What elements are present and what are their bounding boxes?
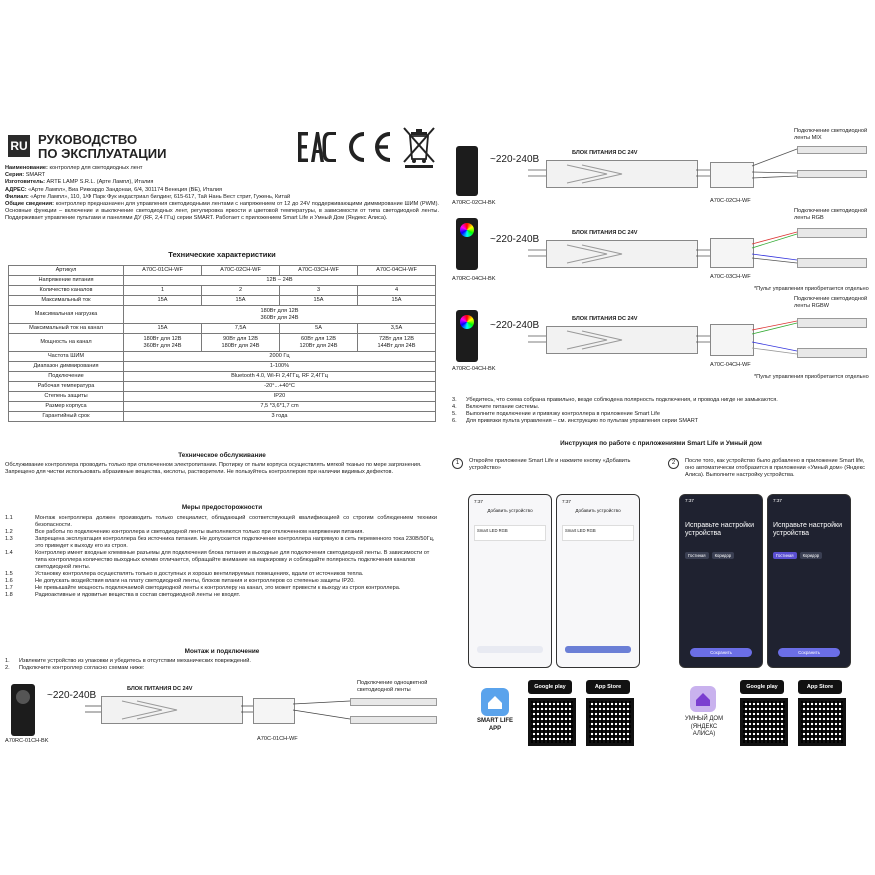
app-step-1 (452, 458, 652, 472)
voltage-label: ~220-240В (490, 234, 540, 245)
yandex-label: УМНЫЙ ДОМ (ЯНДЕКС АЛИСА) (684, 716, 724, 737)
chip: Гостиная (685, 552, 709, 559)
qr-code-app-store-icon[interactable] (798, 698, 846, 746)
spec-col-2: A70C-02CH-WF (202, 266, 280, 276)
service-heading: Техническое обслуживание (178, 452, 266, 459)
phone-screenshot-settings-1 (679, 494, 763, 668)
phone-title: Добавить устройство (487, 508, 533, 514)
footnote: *Пульт управления приобретается отдельно (754, 374, 869, 380)
list-item: 1.6 Не допускать воздействия влаги на плату светодиодной ленты, блоков питания и контроллеров со степенью защиты IP20. (5, 578, 355, 584)
voltage-label: ~220-240В (47, 690, 97, 701)
step-text: Откройте приложение Smart Life и нажмите кнопку «Добавить устройство» (469, 458, 631, 472)
list-item: 1.7 Не превышайте мощность подключаемой светодиодной ленты к контроллеру на канал, это может привести к выходу из строя контроллера. (5, 585, 401, 591)
info-manufacturer: Изготовитель: ARTE LAMP S.R.L. (Арте Лампл), Италия (5, 179, 154, 186)
info-branch: Филиал: «Арте Лампл», 110, 1/Ф Парк Фук индастриал билдинг, 615-617, Тай Нань Вест стрит, Гужень, Китай (5, 193, 291, 200)
phone-title: Исправьте настройки устройства (773, 522, 843, 537)
spec-col-3: A70C-03CH-WF (280, 266, 358, 276)
spec-table (8, 265, 436, 422)
list-item: 2. Подключите контроллер согласно схемам ниже: (5, 665, 145, 671)
list-item: 1.8 Радиоактивные и ядовитые вещества в состав светодиодной ленты не входят. (5, 592, 241, 598)
eac-mark-icon (298, 130, 336, 169)
room-chips (768, 538, 850, 559)
mount-list (5, 658, 437, 672)
spec-row-label: Гарантийный срок (9, 412, 124, 422)
wiring-lines (5, 680, 435, 750)
spec-cell: 90Вт для 12В 180Вт для 24В (202, 334, 280, 352)
info-address: АДРЕС: «Арте Лампл», Виа Риккардо Зандонаи, 6/4, 301174 Венеция (ВЕ), Италия (5, 186, 223, 193)
product-info (5, 165, 439, 223)
app-step-2 (668, 458, 870, 480)
phone-time: 7:37 (474, 499, 483, 504)
phone-screenshot-settings-2 (767, 494, 851, 668)
mount-heading: Монтаж и подключение (184, 648, 260, 655)
wiring-diagram-4ch (452, 296, 872, 386)
list-item: 1.3 Запрещена эксплуатация контроллера без источника питания. Не допускается подключение контроллера напрямую в сеть переменного тока 230В/50Гц, это приведет к выходу его из строя. (5, 536, 435, 549)
spec-cell: 12В – 24В (124, 276, 436, 286)
spec-cell: 15A (280, 296, 358, 306)
remote-model: A70RC-04CH-BK (452, 276, 496, 282)
spec-row-label: Максимальный ток (9, 296, 124, 306)
list-item: 1.1 Монтаж контроллера должен производить только специалист, обладающий соответствующей квалификацией со строгим соблюдением техники безопасности. (5, 515, 437, 528)
spec-cell: 180Вт для 12В 360Вт для 24В (124, 306, 436, 324)
list-item: 1.5 Установку контроллера осуществлять только в доступных и хорошо вентилируемых помещениях, вдали от источников тепла. (5, 571, 364, 577)
spec-cell: 3,5A (358, 324, 436, 334)
spec-cell: 15A (358, 296, 436, 306)
qr-code-google-play-icon[interactable] (528, 698, 576, 746)
footnote: *Пульт управления приобретается отдельно (754, 286, 869, 292)
safety-list (5, 515, 437, 599)
list-item: 6. Для привязки пульта управления – см. инструкцию по пультам управления серии SMART (452, 418, 699, 424)
phone-screenshot-add-device-2 (556, 494, 640, 668)
spec-cell: Bluetooth 4.0, Wi-Fi 2,4ГГц, RF 2,4ГГц (124, 372, 436, 382)
qr-code-google-play-icon[interactable] (740, 698, 788, 746)
document-title (38, 133, 166, 161)
ce-mark-icon (342, 130, 394, 169)
save-button: Сохранить (778, 648, 840, 657)
yandex-home-logo-icon (690, 686, 716, 712)
spec-row-label: Степень защиты (9, 392, 124, 402)
spec-cell: 3 (280, 286, 358, 296)
spec-cell: 1-100% (124, 362, 436, 372)
spec-cell: 4 (358, 286, 436, 296)
spec-row-label: Рабочая температура (9, 382, 124, 392)
save-button: Сохранить (690, 648, 752, 657)
safety-heading: Меры предосторожности (181, 504, 263, 511)
spec-row-label: Подключение (9, 372, 124, 382)
controller-model: A70C-04CH-WF (710, 362, 751, 368)
info-name: Наименование: контроллер для светодиодных лент (5, 165, 143, 171)
spec-row-label: Максимальный ток на канал (9, 324, 124, 334)
phone-time: 7:37 (773, 498, 782, 503)
app-store-badge[interactable]: App Store (586, 680, 630, 694)
spec-cell: 5A (280, 324, 358, 334)
strip-note: Подключение светодиодной ленты MIX (794, 128, 868, 142)
strip-note: Подключение светодиодной ленты RGB (794, 208, 868, 222)
service-text: Обслуживание контроллера проводить только при отключенном электропитании. Протирку от пыли корпуса осуществлять мягкой тканью по мере загрязнения. Запрещено для чистки использовать абразивные вещества, кислоты, растворители. Не пользуйтесь контроллером при наличии видимых дефектов. (5, 462, 422, 476)
app-heading: Инструкция по работе с приложениями Smart Life и Умный дом (560, 440, 762, 447)
wiring-diagram-3ch (452, 208, 872, 296)
phone-screenshot-add-device-1 (468, 494, 552, 668)
wiring-lines (452, 208, 872, 296)
controller-model: A70C-03CH-WF (710, 274, 751, 280)
voltage-label: ~220-240В (490, 320, 540, 331)
device-item: Smart LED RGB (474, 525, 546, 541)
spec-cell: -20°...+40°C (124, 382, 436, 392)
info-series: Серия: SMART (5, 172, 46, 179)
spec-cell: 60Вт для 12В 120Вт для 24В (280, 334, 358, 352)
controller-model: A70C-01CH-WF (257, 736, 298, 742)
spec-row-label: Количество каналов (9, 286, 124, 296)
chip: Гостиная (773, 552, 797, 559)
room-chips (680, 538, 762, 559)
psu-label: БЛОК ПИТАНИЯ DC 24V (572, 316, 638, 322)
title-line-1: РУКОВОДСТВО (38, 132, 138, 147)
steps-list (452, 397, 870, 425)
spec-col-article: Артикул (9, 266, 124, 276)
app-store-badge[interactable]: App Store (798, 680, 842, 694)
smart-life-logo-icon (481, 688, 509, 716)
qr-code-app-store-icon[interactable] (586, 698, 634, 746)
spec-row-label: Диапазон диммирования (9, 362, 124, 372)
spec-col-4: A70C-04CH-WF (358, 266, 436, 276)
psu-label: БЛОК ПИТАНИЯ DC 24V (572, 230, 638, 236)
wiring-lines (452, 296, 872, 386)
list-item: 1.4 Контроллер имеет входные клеммные разъемы для подключения блока питания и выходные для подключения светодиодной ленты. В зависимости от типа контроллера количество выходных клемм отличается, обращайте внимание на маркировку и соблюдайте полярность подключения каналов светодиодной ленты. (5, 550, 430, 570)
list-item: 4. Включите питание системы. (452, 404, 540, 410)
chip: Коридор (712, 552, 735, 559)
spec-row-label: Максимальная нагрузка (9, 306, 124, 324)
spec-cell: 7,5A (202, 324, 280, 334)
psu-label: БЛОК ПИТАНИЯ DC 24V (572, 150, 638, 156)
chip: Коридор (800, 552, 823, 559)
spec-cell: 180Вт для 12В 360Вт для 24В (124, 334, 202, 352)
step-text: После того, как устройство было добавлено в приложение Smart life, оно автоматически отобразится в приложении «Умный дом» (Яндекс Алиса). Выполните настройку устройства. (685, 458, 865, 479)
spec-row-label: Частота ШИМ (9, 352, 124, 362)
wiring-lines (452, 128, 872, 208)
title-line-2: ПО ЭКСПЛУАТАЦИИ (38, 146, 167, 161)
spec-heading: Технические характеристики (168, 250, 276, 259)
list-item: 5. Выполните подключение и привязку контроллера в приложение Smart Life (452, 411, 660, 417)
remote-model: A70RC-04CH-BK (452, 366, 496, 372)
phone-button (565, 646, 631, 653)
strip-note: Подключение светодиодной ленты RGBW (794, 296, 868, 310)
wiring-diagram-1ch (5, 680, 435, 750)
info-general: Общие сведения: контроллер предназначен для управления светодиодными лентами с напряжением от 12 до 24V поддерживающими диммирование ШИМ (PWM). Основные функции – включение и выключение светодиодных лент, регулировка яркости и цветовой температуры, в зависимости от типа светодиодной ленты. Поддерживает управление пультами и панелями ДУ (RF, 2,4 ГГц) серии SMART. Работает с приложением Smart Life и Умный Дом (Яндекс Алиса). (5, 201, 439, 222)
google-play-badge[interactable]: Google play (740, 680, 784, 694)
phone-title: Исправьте настройки устройства (685, 522, 755, 537)
spec-cell: 2 (202, 286, 280, 296)
language-badge: RU (8, 135, 30, 157)
wiring-diagram-2ch (452, 128, 872, 208)
list-item: 3. Убедитесь, что схема собрана правильно, везде соблюдена полярность подключения, и провода нигде не замыкаются. (452, 397, 778, 403)
step-number: 2 (668, 458, 679, 469)
voltage-label: ~220-240В (490, 154, 540, 165)
spec-cell: 7,5 *3,6*1,7 cm (124, 402, 436, 412)
phone-time: 7:37 (562, 499, 571, 504)
remote-model: A70RC-02CH-BK (452, 200, 496, 206)
phone-time: 7:37 (685, 498, 694, 503)
device-item: Smart LED RGB (562, 525, 634, 541)
smart-life-label: SMART LIFE APP (477, 718, 513, 732)
psu-label: БЛОК ПИТАНИЯ DC 24V (127, 686, 193, 692)
spec-cell: 2000 Гц (124, 352, 436, 362)
spec-row-label: Размер корпуса (9, 402, 124, 412)
controller-model: A70C-02CH-WF (710, 198, 751, 204)
spec-cell: 15A (124, 324, 202, 334)
spec-row-label: Напряжение питания (9, 276, 124, 286)
spec-col-1: A70C-01CH-WF (124, 266, 202, 276)
spec-cell: 15A (202, 296, 280, 306)
spec-cell: IP20 (124, 392, 436, 402)
spec-cell: 15A (124, 296, 202, 306)
spec-cell: 3 года (124, 412, 436, 422)
remote-model: A70RC-01CH-BK (5, 738, 49, 744)
step-number: 1 (452, 458, 463, 469)
spec-cell: 1 (124, 286, 202, 296)
spec-cell: 72Вт для 12В 144Вт для 24В (358, 334, 436, 352)
google-play-badge[interactable]: Google play (528, 680, 572, 694)
phone-title: Добавить устройство (575, 508, 621, 514)
list-item: 1.2 Все работы по подключению контроллера и светодиодной ленты выполняются только при отключенном напряжении питания. (5, 529, 364, 535)
phone-button (477, 646, 543, 653)
spec-row-label: Мощность на канал (9, 334, 124, 352)
list-item: 1. Извлеките устройство из упаковки и убедитесь в отсутствии механических повреждений. (5, 658, 251, 664)
strip-note: Подключение одноцветной светодиодной ленты (357, 680, 428, 694)
